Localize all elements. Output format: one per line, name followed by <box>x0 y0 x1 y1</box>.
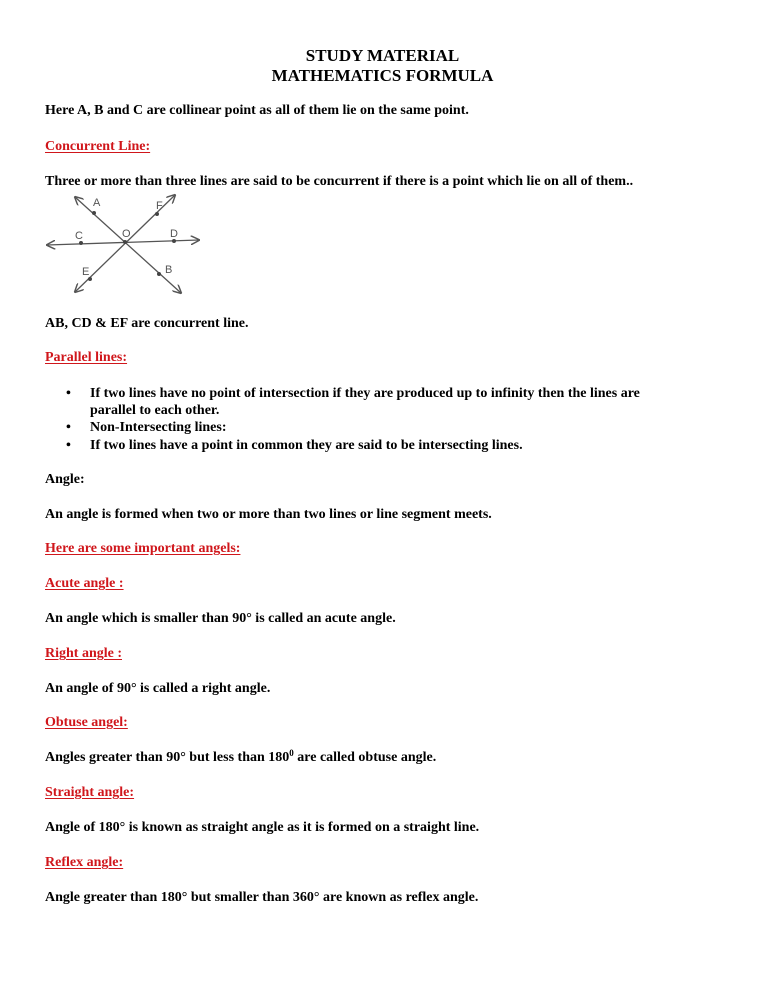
heading-important-angles: Here are some important angels: <box>45 541 241 556</box>
title-study-material: STUDY MATERIAL <box>305 46 460 65</box>
straight-angle-text: Angle of 180° is known as straight angle as it is formed on a straight line. <box>45 820 480 835</box>
heading-obtuse-angle: Obtuse angel: <box>45 715 128 730</box>
label-b: B <box>165 264 173 276</box>
acute-angle-text: An angle which is smaller than 90° is called an acute angle. <box>45 611 396 626</box>
heading-reflex-angle: Reflex angle: <box>45 855 124 870</box>
label-f: F <box>156 200 163 212</box>
label-a: A <box>93 197 101 209</box>
point-f <box>155 212 159 216</box>
bullet-1-line-1: If two lines have no point of intersection if they are produced up to infinity then the lines are <box>90 386 640 401</box>
heading-angle: Angle: <box>45 472 85 487</box>
concurrent-definition: Three or more than three lines are said to be concurrent if there is a point which lie on all of them.. <box>45 174 634 189</box>
bullet-marker: • <box>66 438 71 453</box>
heading-concurrent-line: Concurrent Line: <box>45 139 151 154</box>
obtuse-text-pre: Angles greater than 90° but less than 180 <box>45 750 290 765</box>
obtuse-angle-text <box>45 750 436 766</box>
heading-parallel-lines: Parallel lines: <box>45 350 128 365</box>
obtuse-degree-superscript: 0 <box>289 748 294 758</box>
reflex-angle-text: Angle greater than 180° but smaller than 360° are known as reflex angle. <box>45 890 479 905</box>
title-mathematics-formula: MATHEMATICS FORMULA <box>271 66 494 85</box>
label-o: O <box>122 228 131 240</box>
label-e: E <box>82 266 90 278</box>
heading-acute-angle: Acute angle : <box>45 576 124 591</box>
heading-straight-angle: Straight angle: <box>45 785 135 800</box>
bullet-3-text: If two lines have a point in common they are said to be intersecting lines. <box>90 438 523 453</box>
heading-right-angle: Right angle : <box>45 646 122 661</box>
bullet-marker: • <box>66 420 71 435</box>
concurrent-lines-diagram <box>44 192 209 300</box>
bullet-1-line-2: parallel to each other. <box>90 403 220 418</box>
point-a <box>92 211 96 215</box>
bullet-marker: • <box>66 386 71 401</box>
right-angle-text: An angle of 90° is called a right angle. <box>45 681 271 696</box>
intro-text: Here A, B and C are collinear point as all of them lie on the same point. <box>45 103 469 118</box>
label-c: C <box>75 230 83 242</box>
bullet-2-text: Non-Intersecting lines: <box>90 420 227 435</box>
point-b <box>157 272 161 276</box>
angle-definition: An angle is formed when two or more than two lines or line segment meets. <box>45 507 492 522</box>
obtuse-text-post: are called obtuse angle. <box>293 750 437 765</box>
label-d: D <box>170 228 178 240</box>
concurrent-example: AB, CD & EF are concurrent line. <box>45 316 249 331</box>
point-o <box>123 240 127 244</box>
